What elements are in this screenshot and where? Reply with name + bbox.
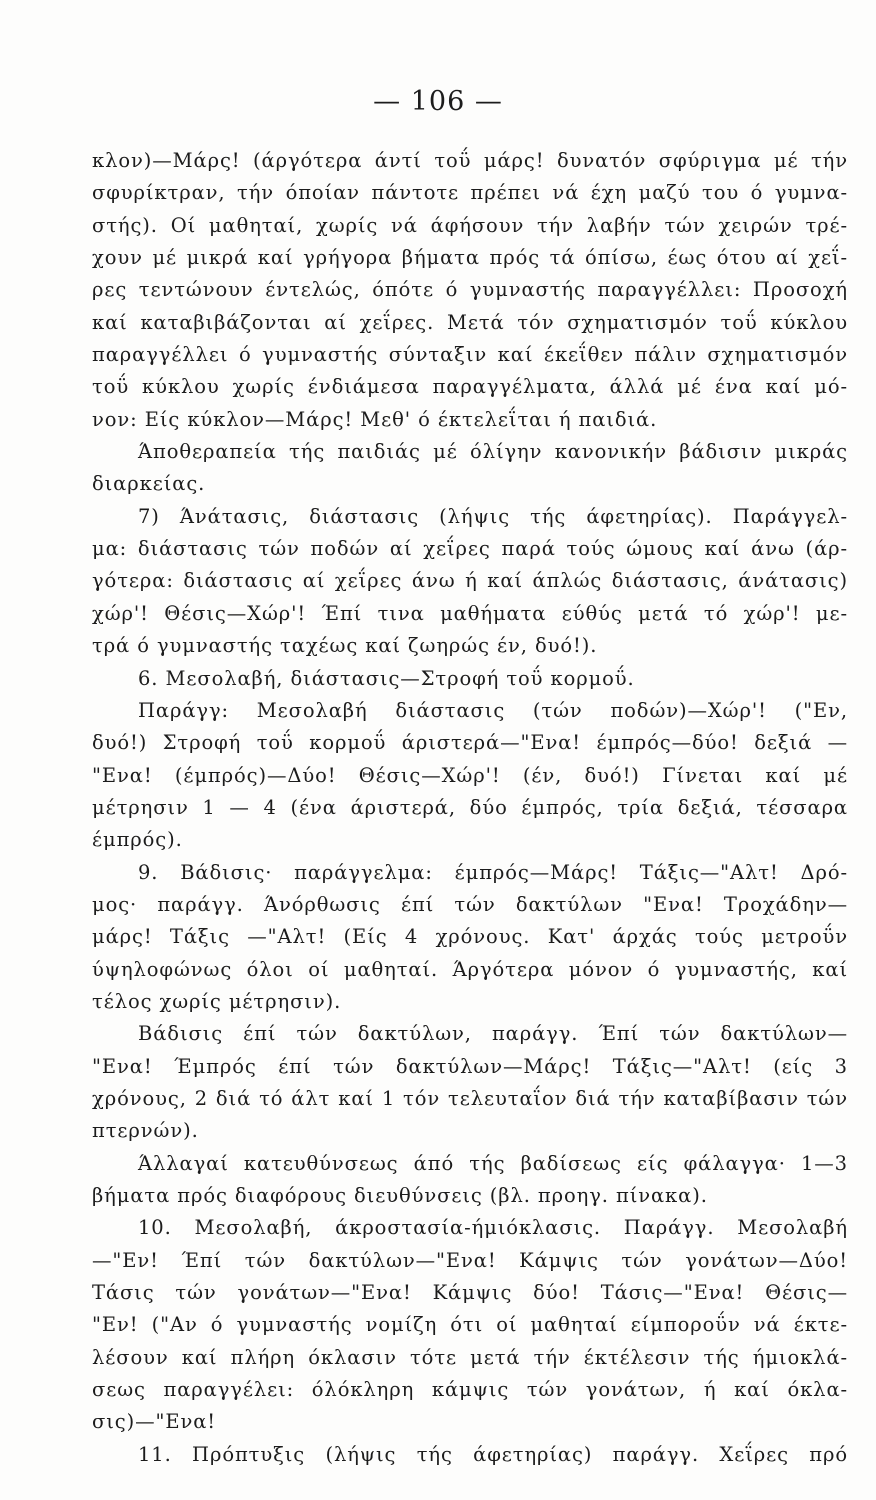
text-line: Άποθεραπεία τής παιδιάς μέ όλίγην κανονικήν βάδισιν μικράς bbox=[138, 440, 848, 464]
page-number: — 106 — bbox=[373, 86, 503, 117]
text-line: δυό!) Στροφή τοΰ κορμοΰ άριστερά—"Ενα! έμπρός—δύο! δεξιά — bbox=[92, 731, 848, 755]
text-line: βήματα πρός διαφόρους διευθύνσεις (βλ. προηγ. πίνακα). bbox=[92, 1184, 708, 1207]
text-line: μάρς! Τάξις —"Αλτ! (Είς 4 χρόνους. Κατ' άρχάς τούς μετροΰν bbox=[92, 925, 848, 949]
text-line: "Ενα! Έμπρός έπί τών δακτύλων—Μάρς! Τάξις—"Αλτ! (είς 3 bbox=[92, 1054, 848, 1078]
text-line: ύψηλοφώνως όλοι οί μαθηταί. Άργότερα μόνον ό γυμναστής, καί bbox=[92, 957, 848, 981]
text-line: —"Εν! Έπί τών δακτύλων—"Ενα! Κάμψις τών γονάτων—Δύο! bbox=[92, 1248, 848, 1272]
text-line: Βάδισις έπί τών δακτύλων, παράγγ. Έπί τών δακτύλων— bbox=[138, 1022, 848, 1046]
text-line: 11. Πρόπτυξις (λήψις τής άφετηρίας) παράγγ. Χεΐρες πρό bbox=[138, 1442, 848, 1466]
text-line: τέλος χωρίς μέτρησιν). bbox=[92, 989, 342, 1013]
text-line: καί καταβιβάζονται αί χεΐρες. Μετά τόν σχηματισμόν τοΰ κύκλου bbox=[92, 310, 848, 334]
text-line: πτερνών). bbox=[92, 1119, 199, 1143]
text-line: 6. Μεσολαβή, διάστασις—Στροφή τοΰ κορμοΰ. bbox=[138, 666, 635, 690]
text-line: μος· παράγγ. Άνόρθωσις έπί τών δακτύλων "Ενα! Τροχάδην— bbox=[92, 892, 848, 916]
text-line: Παράγγ: Μεσολαβή διάστασις (τών ποδών)—Χώρ'! ("Εν, bbox=[138, 698, 848, 722]
text-line: γότερα: διάστασις αί χεΐρες άνω ή καί άπλώς διάστασις, άνάτασις) bbox=[92, 569, 848, 593]
text-line: σις)—"Ενα! bbox=[92, 1410, 217, 1434]
text-line: έμπρός). bbox=[92, 828, 183, 852]
text-line: τοΰ κύκλου χωρίς ένδιάμεσα παραγγέλματα, άλλά μέ ένα καί μό- bbox=[92, 375, 848, 399]
text-line: μέτρησιν 1 — 4 (ένα άριστερά, δύο έμπρός, τρία δεξιά, τέσσαρα bbox=[92, 795, 848, 819]
text-line: Τάσις τών γονάτων—"Ενα! Κάμψις δύο! Τάσις—"Ενα! Θέσις— bbox=[92, 1281, 848, 1305]
text-line: τρά ό γυμναστής ταχέως καί ζωηρώς έν, δυό!). bbox=[92, 634, 598, 658]
text-line: σφυρίκτραν, τήν όποίαν πάντοτε πρέπει νά έχη μαζύ του ό γυμνα- bbox=[92, 181, 848, 205]
text-line: "Εν! ("Αν ό γυμναστής νομίζη ότι οί μαθηταί είμποροΰν νά έκτε- bbox=[92, 1313, 848, 1337]
text-line: Άλλαγαί κατευθύνσεως άπό τής βαδίσεως είς φάλαγγα· 1—3 bbox=[138, 1151, 848, 1175]
text-line: "Ενα! (έμπρός)—Δύο! Θέσις—Χώρ'! (έν, δυό!) Γίνεται καί μέ bbox=[92, 763, 848, 787]
text-line: ρες τεντώνουν έντελώς, όπότε ό γυμναστής παραγγέλλει: Προσοχή bbox=[92, 278, 848, 302]
text-line: παραγγέλλει ό γυμναστής σύνταξιν καί έκεΐθεν πάλιν σχηματισμόν bbox=[92, 343, 848, 367]
text-line: μα: διάστασις τών ποδών αί χεΐρες παρά τούς ώμους καί άνω (άρ- bbox=[92, 537, 848, 561]
text-line: χουν μέ μικρά καί γρήγορα βήματα πρός τά όπίσω, έως ότου αί χεΐ- bbox=[92, 246, 848, 270]
text-line: σεως παραγγέλει: όλόκληρη κάμψις τών γονάτων, ή καί όκλα- bbox=[92, 1378, 848, 1402]
text-line: χρόνους, 2 διά τό άλτ καί 1 τόν τελευταΐον διά τήν καταβίβασιν τών bbox=[92, 1086, 848, 1110]
text-line: λέσουν καί πλήρη όκλασιν τότε μετά τήν έκτέλεσιν τής ήμιοκλά- bbox=[92, 1345, 848, 1369]
text-line: κλον)—Μάρς! (άργότερα άντί τοΰ μάρς! δυνατόν σφύριγμα μέ τήν bbox=[92, 149, 848, 172]
text-line: στής). Οί μαθηταί, χωρίς νά άφήσουν τήν λαβήν τών χειρών τρέ- bbox=[92, 213, 848, 237]
text-line: 9. Βάδισις· παράγγελμα: έμπρός—Μάρς! Τάξις—"Αλτ! Δρό- bbox=[138, 860, 848, 884]
text-line: νον: Είς κύκλον—Μάρς! Μεθ' ό έκτελεΐται ή παιδιά. bbox=[92, 407, 658, 431]
text-line: διαρκείας. bbox=[92, 472, 206, 496]
text-line: χώρ'! Θέσις—Χώρ'! Έπί τινα μαθήματα εύθύς μετά τό χώρ'! με- bbox=[92, 601, 848, 625]
body-text bbox=[92, 145, 848, 1471]
text-line: 7) Άνάτασις, διάστασις (λήψις τής άφετηρίας). Παράγγελ- bbox=[138, 504, 848, 528]
text-line: 10. Μεσολαβή, άκροστασία-ήμιόκλασις. Παράγγ. Μεσολαβή bbox=[138, 1216, 848, 1240]
